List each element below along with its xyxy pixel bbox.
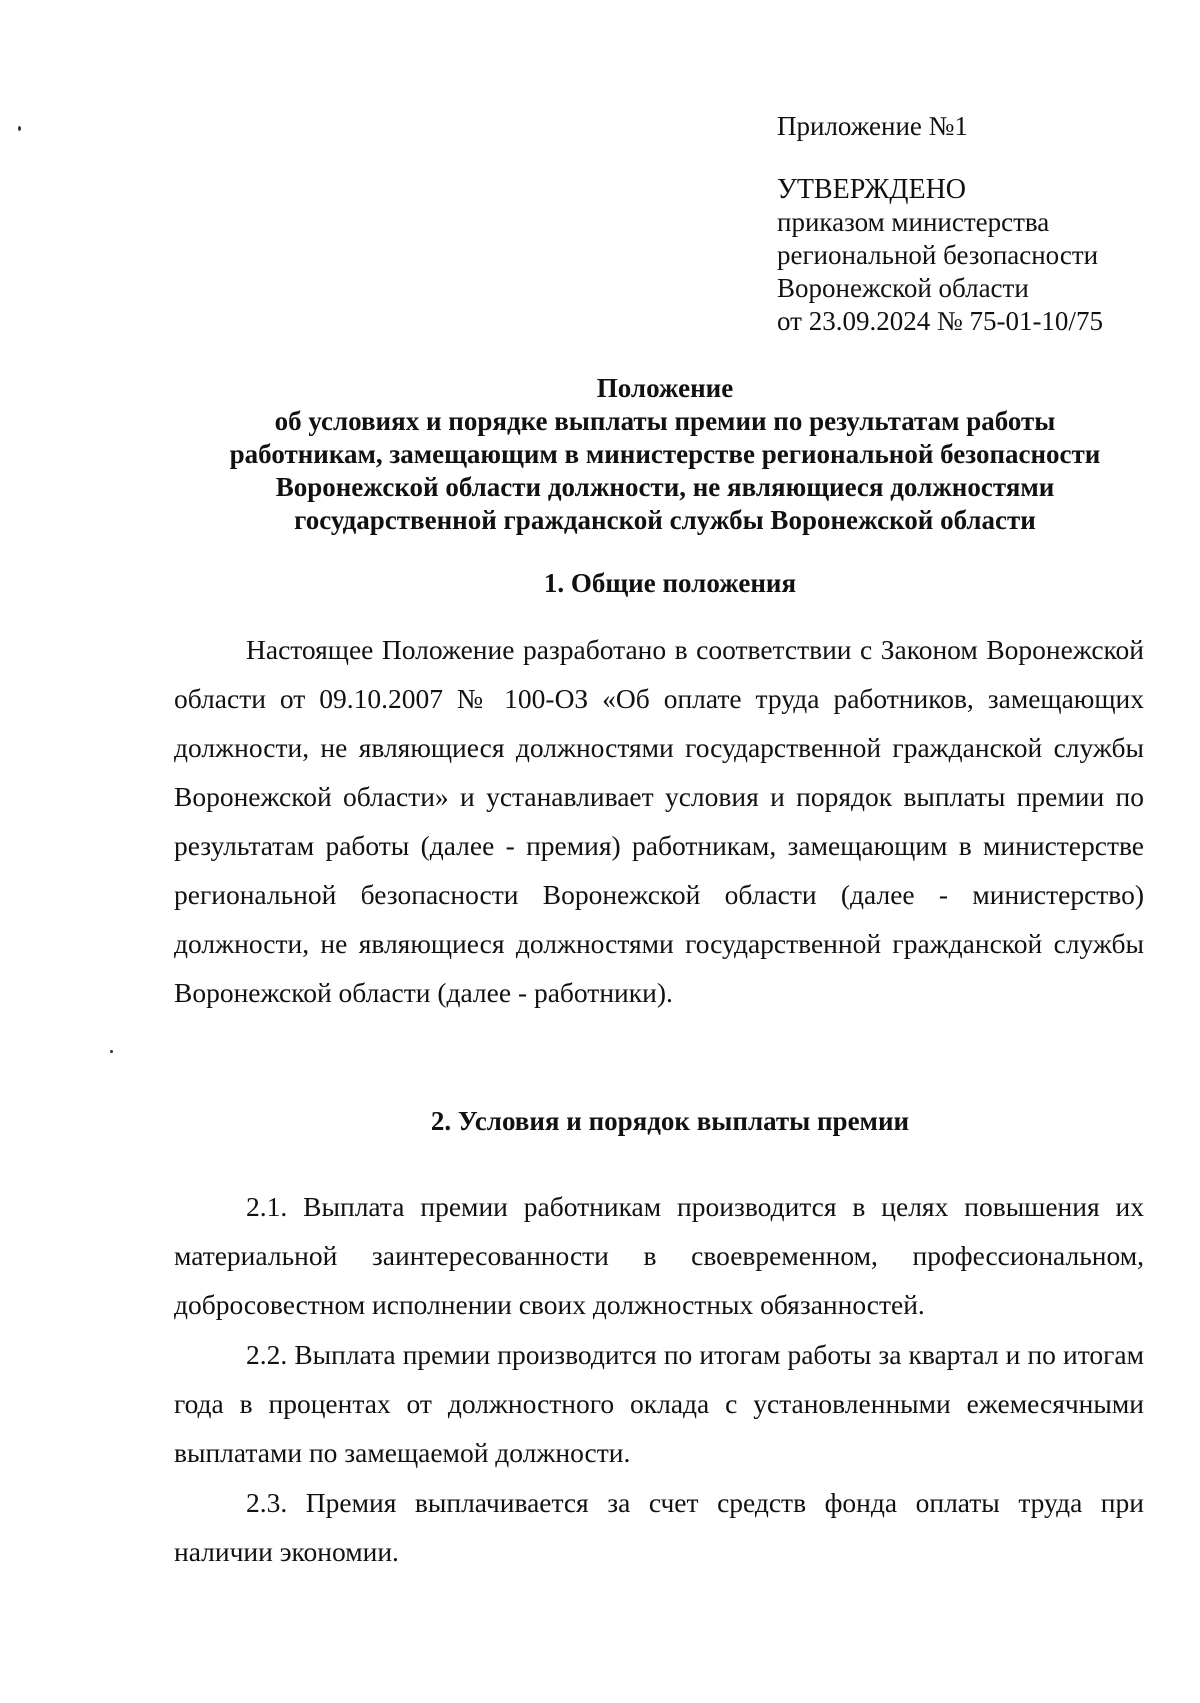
section-1-paragraph: Настоящее Положение разработано в соответствии с Законом Воронежской области от 09.10.2007 № 100-ОЗ «Об оплате труда работников, замещающих должности, не являющиеся должностями государственной гражданской службы Воронежской области» и устанавливает условия и порядок выплаты премии по результатам работы (далее - премия) работникам, замещающим в министерстве региональной безопасности Воронежской области (далее - министерство) должности, не являющиеся должностями государственной гражданской службы Воронежской области (далее - работники). [174, 634, 1144, 1008]
order-line: региональной безопасности [777, 240, 1099, 270]
section-1-title: 1. Общие положения [543, 568, 797, 598]
appendix-label: Приложение №1 [777, 111, 968, 141]
paragraph-2-3: 2.3. Премия выплачивается за счет средств фонда оплаты труда при наличии экономии. [174, 1487, 1144, 1567]
order-line: от 23.09.2024 № 75-01-10/75 [777, 306, 1103, 336]
scan-speck [18, 126, 21, 131]
title-line: работникам, замещающим в министерстве региональной безопасности [229, 439, 1101, 469]
section-2-title: 2. Условия и порядок выплаты премии [430, 1106, 910, 1136]
title-line: государственной гражданской службы Воронежской области [294, 505, 1036, 535]
title-line: Воронежской области должности, не являющиеся должностями [275, 472, 1055, 502]
approval-block [777, 110, 1177, 338]
order-line: Воронежской области [777, 273, 1029, 303]
paragraph-2-1: 2.1. Выплата премии работникам производится в целях повышения их материальной заинтересованности в своевременном, профессиональном, добросовестном исполнении своих должностных обязанностей. [174, 1191, 1144, 1320]
order-line: приказом министерства [777, 207, 1050, 237]
title-heading: Положение [596, 373, 734, 403]
approved-label: УТВЕРЖДЕНО [777, 174, 967, 205]
paragraph-2-2: 2.2. Выплата премии производится по итогам работы за квартал и по итогам года в процентах от должностного оклада с установленными ежемесячными выплатами по замещаемой должности. [174, 1339, 1144, 1468]
scan-speck [110, 1050, 113, 1053]
document-title [150, 372, 1180, 537]
title-line: об условиях и порядке выплаты премии по результатам работы [274, 406, 1056, 436]
